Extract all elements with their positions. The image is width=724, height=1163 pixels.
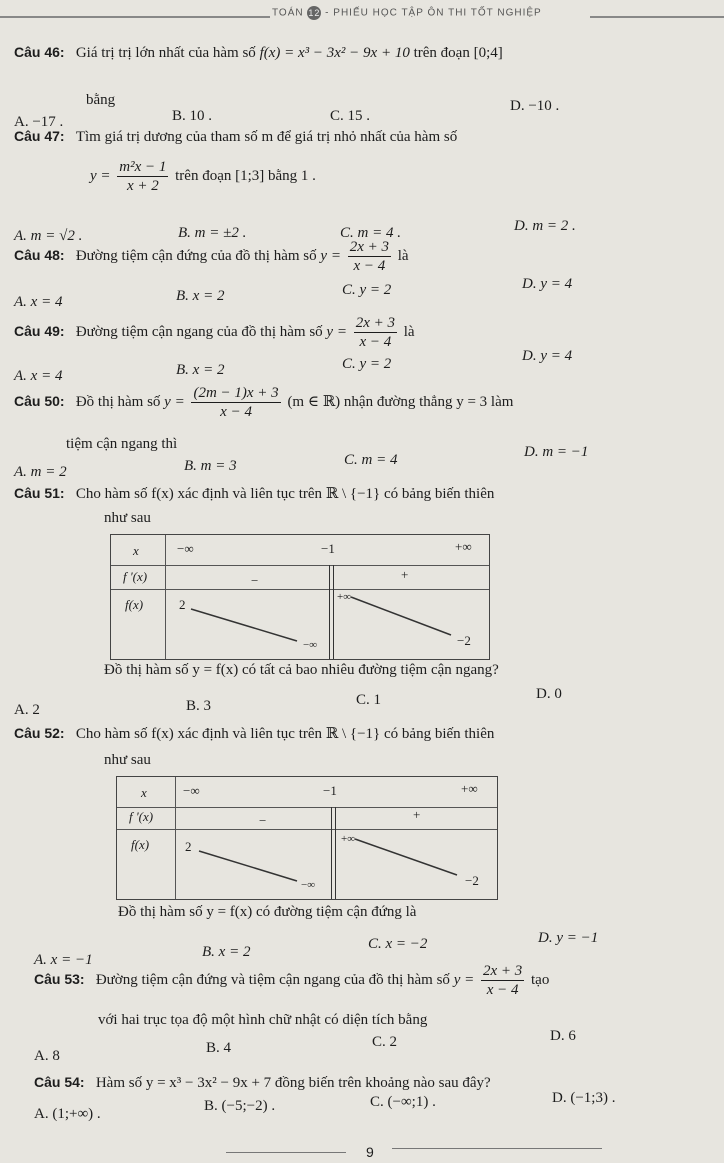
question-text: Đường tiệm cận đứng và tiệm cận ngang của đồ thị hàm số	[95, 971, 450, 988]
option-a[interactable]: A. m = √2 .	[14, 228, 83, 244]
question-49	[14, 314, 415, 351]
question-number: Câu 48:	[14, 246, 65, 263]
option-c[interactable]: C. m = 4 .	[340, 225, 401, 241]
option-b[interactable]: B. m = 3	[184, 458, 237, 474]
option-c[interactable]: C. x = −2	[368, 936, 428, 952]
option-b[interactable]: B. x = 2	[202, 944, 251, 960]
x-label: x	[141, 785, 147, 800]
header-right-decoration	[590, 10, 724, 18]
header-subject: TOÁN	[272, 7, 304, 19]
footer-right-line	[392, 1148, 602, 1149]
question-51	[14, 484, 494, 503]
option-c[interactable]: C. 15 .	[330, 108, 371, 124]
question-text-2: (m ∈ ℝ) nhận đường thẳng y = 3 làm	[287, 393, 514, 410]
y-label: y =	[164, 393, 185, 410]
denominator: x − 4	[359, 334, 392, 350]
option-a[interactable]: A. x = 4	[14, 294, 63, 310]
question-text-2: tạo	[531, 971, 550, 988]
y-label: y =	[326, 323, 347, 340]
header-left-decoration	[0, 10, 270, 18]
header-title: PHIẾU HỌC TẬP ÔN THI TỐT NGHIỆP	[333, 7, 542, 19]
question-text-2: là	[403, 323, 415, 340]
function-expression	[90, 158, 316, 195]
derivative-sign: +	[413, 807, 421, 822]
question-48	[14, 238, 409, 275]
page-number: 9	[366, 1144, 374, 1160]
option-c[interactable]: C. m = 4	[344, 452, 398, 468]
question-number: Câu 52:	[14, 725, 65, 741]
formula: f(x) = x³ − 3x² − 9x + 10	[259, 45, 410, 61]
question-text: Đường tiệm cận đứng của đồ thị hàm số	[75, 247, 317, 264]
question-text-2: là	[397, 247, 409, 264]
question-text-2: trên đoạn [1;3] bằng 1 .	[175, 167, 316, 184]
y-label: y =	[90, 167, 111, 184]
question-46	[14, 44, 503, 62]
option-d[interactable]: D. 0	[536, 686, 562, 702]
page-header: TOÁN 12 - PHIẾU HỌC TẬP ÔN THI TỐT NGHIỆP	[272, 7, 542, 19]
question-number: Câu 49:	[14, 322, 65, 339]
question-text-3: tiệm cận ngang thì	[66, 436, 178, 452]
option-c[interactable]: C. y = 2	[342, 356, 392, 372]
option-a[interactable]: A. x = −1	[34, 952, 93, 968]
option-a[interactable]: A. 8	[34, 1048, 60, 1064]
option-d[interactable]: D. y = 4	[522, 276, 573, 292]
denominator: x − 4	[220, 404, 252, 420]
question-52	[14, 724, 494, 743]
function-value: −∞	[301, 879, 316, 891]
option-a[interactable]: A. m = 2	[14, 464, 67, 480]
option-d[interactable]: D. y = 4	[522, 348, 573, 364]
x-value: −∞	[183, 783, 200, 798]
fraction	[354, 314, 397, 351]
derivative-sign: +	[401, 567, 409, 582]
interval: [0;4]	[473, 45, 503, 61]
function-label: f(x)	[125, 597, 144, 612]
variation-arrows	[111, 535, 489, 659]
option-d[interactable]: D. (−1;3) .	[552, 1090, 616, 1106]
x-value: −1	[321, 541, 335, 556]
function-value: −2	[465, 873, 479, 888]
x-value: +∞	[461, 781, 478, 796]
question-text: Đường tiệm cận ngang của đồ thị hàm số	[75, 323, 323, 340]
function-label: f(x)	[131, 837, 150, 852]
function-value: −∞	[303, 639, 318, 651]
question-text: Giá trị trị lớn nhất của hàm số	[75, 45, 256, 61]
function-value: 2	[179, 597, 186, 612]
question-text: Hàm số y = x³ − 3x² − 9x + 7 đồng biến trên khoảng nào sau đây?	[95, 1075, 491, 1091]
question-number: Câu 47:	[14, 128, 65, 144]
option-b[interactable]: B. x = 2	[176, 288, 225, 304]
question-50	[14, 384, 513, 421]
option-c[interactable]: C. 2	[372, 1034, 398, 1050]
question-number: Câu 46:	[14, 44, 65, 60]
fraction	[117, 158, 168, 195]
option-c[interactable]: C. 1	[356, 692, 382, 708]
question-text: Cho hàm số f(x) xác định và liên tục trên ℝ \ {−1} có bảng biến thiên	[75, 486, 495, 502]
option-d[interactable]: D. −10 .	[510, 98, 560, 114]
question-text-3: với hai trục tọa độ một hình chữ nhật có diện tích bằng	[98, 1012, 428, 1028]
option-d[interactable]: D. 6	[550, 1028, 576, 1044]
derivative-label: f '(x)	[129, 809, 154, 824]
variation-table	[110, 534, 490, 660]
denominator: x − 4	[486, 982, 519, 998]
function-value: +∞	[337, 591, 352, 603]
question-text-2: như sau	[104, 510, 151, 526]
question-54	[34, 1074, 491, 1092]
option-a[interactable]: A. (1;+∞) .	[34, 1106, 101, 1122]
question-52-prompt: Đồ thị hàm số y = f(x) có đường tiệm cận đứng là	[118, 904, 417, 920]
numerator: 2x + 3	[355, 315, 395, 331]
x-label: x	[133, 543, 139, 558]
option-b[interactable]: B. 4	[206, 1040, 232, 1056]
option-c[interactable]: C. y = 2	[342, 282, 392, 298]
question-51-prompt: Đồ thị hàm số y = f(x) có tất cả bao nhiêu đường tiệm cận ngang?	[104, 662, 499, 678]
y-label: y =	[453, 971, 475, 988]
logo-icon: 12	[308, 8, 321, 18]
option-a[interactable]: A. −17 .	[14, 114, 64, 130]
question-number: Câu 53:	[34, 970, 85, 987]
question-text-2: như sau	[104, 752, 151, 768]
numerator: 2x + 3	[349, 239, 389, 255]
question-text: Đồ thị hàm số	[75, 393, 161, 410]
question-number: Câu 50:	[14, 392, 65, 409]
footer-left-line	[226, 1152, 346, 1153]
option-b[interactable]: B. x = 2	[176, 362, 225, 378]
question-47	[14, 128, 457, 146]
numerator: (2m − 1)x + 3	[193, 385, 279, 401]
option-c[interactable]: C. (−∞;1) .	[370, 1094, 436, 1110]
option-d[interactable]: D. m = 2 .	[514, 218, 576, 234]
option-a[interactable]: A. x = 4	[14, 368, 63, 384]
fraction	[481, 962, 524, 999]
fraction	[348, 238, 391, 275]
option-b[interactable]: B. (−5;−2) .	[204, 1098, 276, 1114]
variation-arrows	[117, 777, 497, 899]
variation-table	[116, 776, 498, 900]
question-number: Câu 54:	[34, 1074, 85, 1090]
question-text: Tìm giá trị dương của tham số m để giá trị nhỏ nhất của hàm số	[75, 129, 458, 145]
function-value: +∞	[341, 833, 356, 845]
derivative-label: f '(x)	[123, 569, 148, 584]
derivative-sign: −	[259, 813, 267, 828]
numerator: 2x + 3	[482, 963, 523, 979]
option-d[interactable]: D. y = −1	[538, 930, 599, 946]
question-53	[34, 962, 549, 999]
numerator: m²x − 1	[119, 159, 167, 175]
question-number: Câu 51:	[14, 485, 65, 501]
option-b[interactable]: B. 3	[186, 698, 212, 714]
question-text-2: trên đoạn	[413, 45, 470, 61]
option-a[interactable]: A. 2	[14, 702, 40, 718]
function-value: 2	[185, 839, 192, 854]
question-text-3: bằng	[86, 92, 116, 108]
function-value: −2	[457, 633, 471, 648]
option-b[interactable]: B. m = ±2 .	[178, 225, 247, 241]
fraction	[191, 384, 280, 421]
option-b[interactable]: B. 10 .	[172, 108, 213, 124]
y-label: y =	[320, 247, 341, 264]
x-value: +∞	[455, 539, 472, 554]
question-text: Cho hàm số f(x) xác định và liên tục trên ℝ \ {−1} có bảng biến thiên	[75, 726, 495, 742]
x-value: −1	[323, 783, 337, 798]
denominator: x − 4	[353, 258, 386, 274]
derivative-sign: −	[251, 573, 259, 588]
x-value: −∞	[177, 541, 194, 556]
denominator: x + 2	[126, 178, 159, 194]
option-d[interactable]: D. m = −1	[524, 444, 589, 460]
